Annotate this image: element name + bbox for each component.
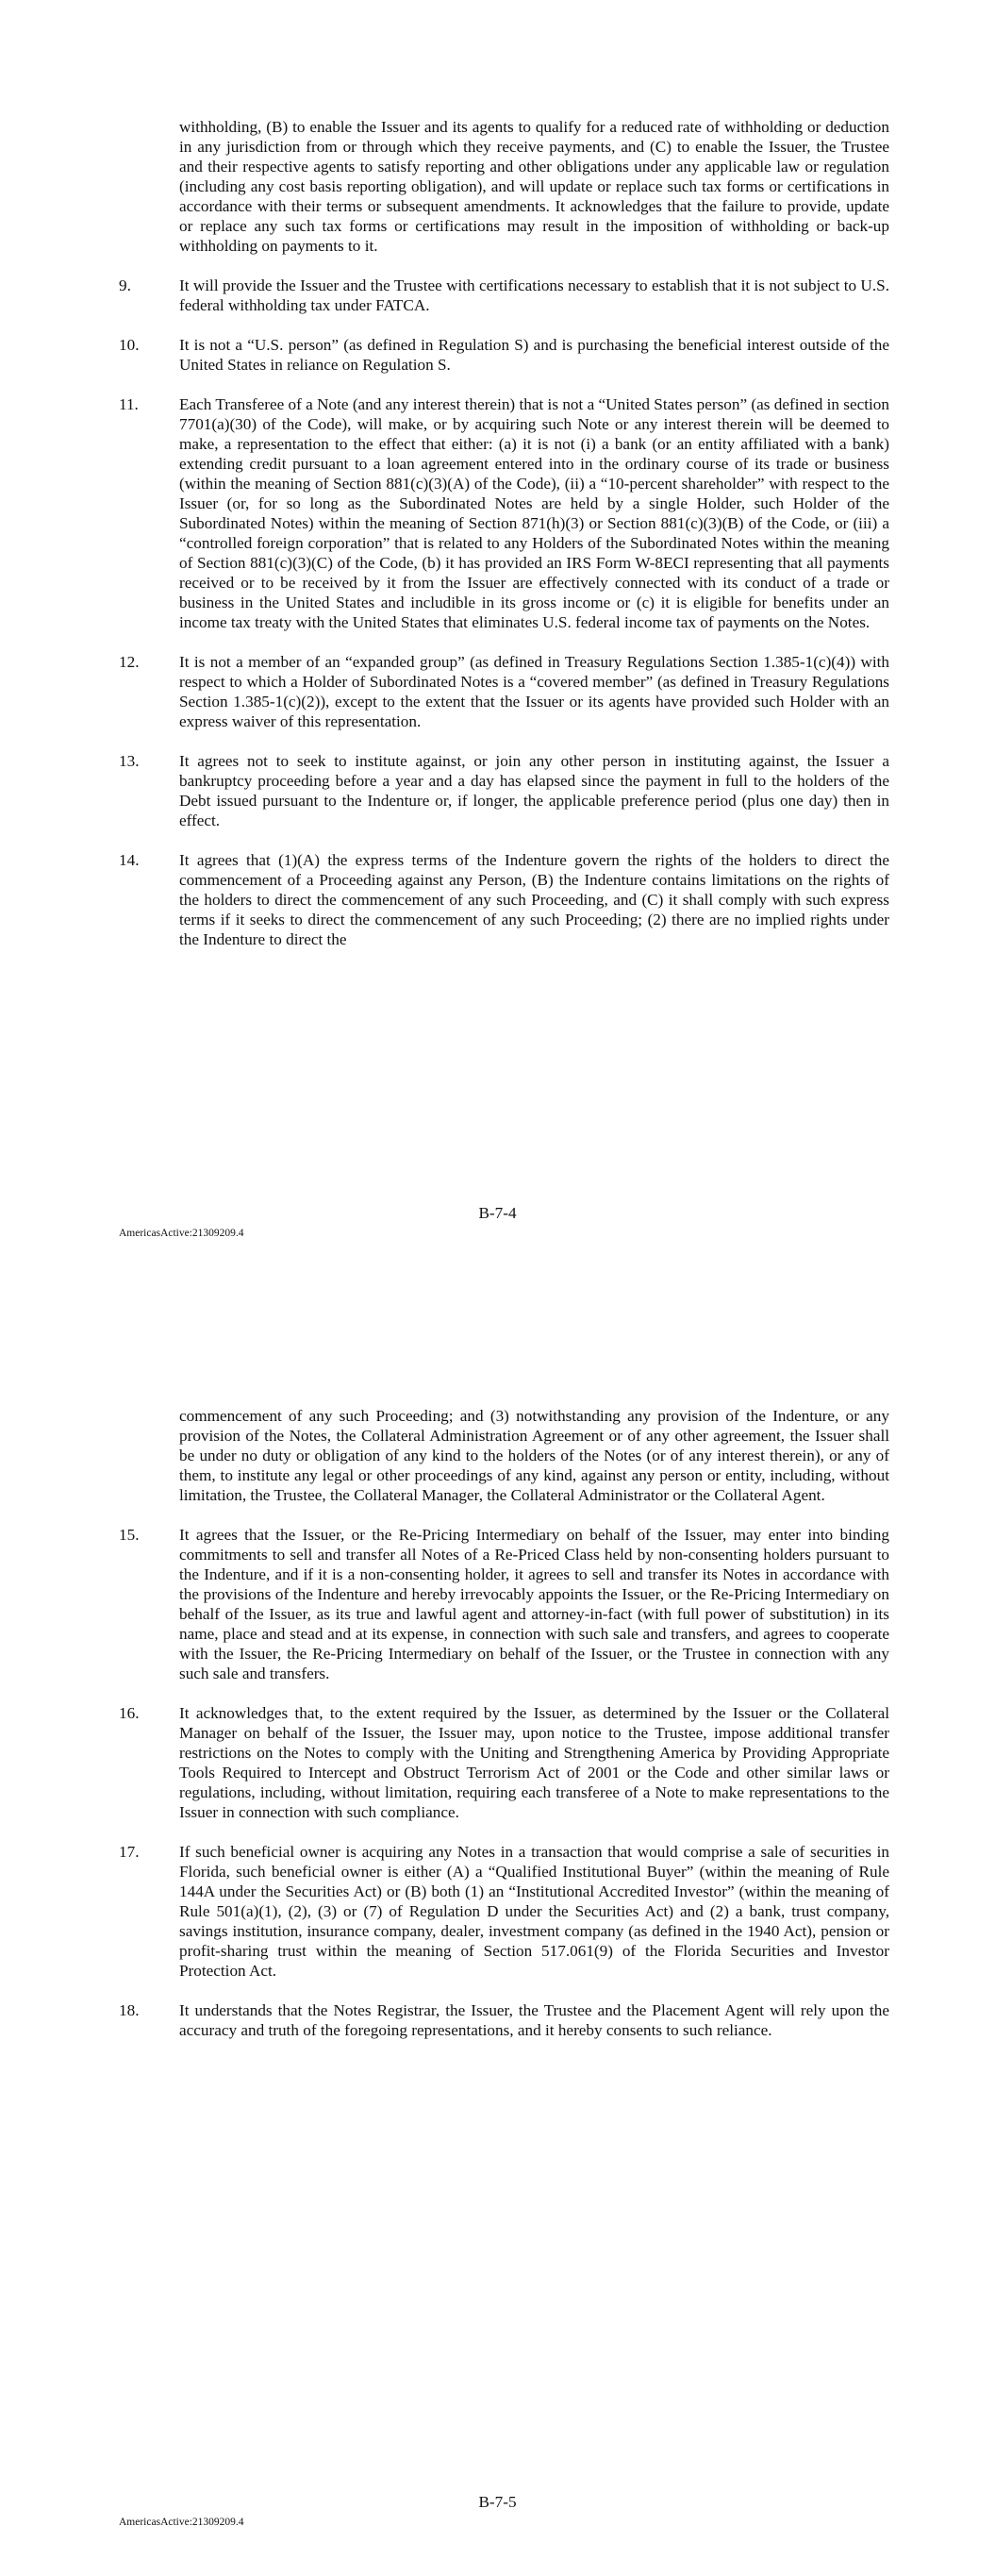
item-number: 17. [119,1843,140,1861]
page1-body [119,117,889,949]
page2-body [119,1406,889,2040]
item-text: It agrees not to seek to institute against, or join any other person in instituting against, the Issuer a bankruptcy proceeding before a year and a day has elapsed since the payment in full to the holders of the Debt issued pursuant to the Indenture or, if longer, the applicable preference period (plus one day) then in effect. [179,752,889,829]
list-item-13 [119,751,889,830]
item-text: It will provide the Issuer and the Trustee with certifications necessary to establish that it is not subject to U.S. federal withholding tax under FATCA. [179,276,889,314]
item-number: 12. [119,653,140,671]
item-text: It is not a “U.S. person” (as defined in Regulation S) and is purchasing the beneficial interest outside of the United States in reliance on Regulation S. [179,336,889,374]
item-number: 13. [119,752,140,770]
item-number: 16. [119,1704,140,1722]
item-number: 9. [119,276,131,294]
list-item-9 [119,276,889,315]
list-item-11 [119,394,889,632]
item-text: It agrees that the Issuer, or the Re-Pricing Intermediary on behalf of the Issuer, may enter into binding commitments to sell and transfer all Notes of a Re-Priced Class held by non-consenting holders pursuant to the Indenture, and if it is a non-consenting holder, it agrees to sell and transfer its Notes in accordance with the provisions of the Indenture and hereby irrevocably appoints the Issuer, or the Re-Pricing Intermediary on behalf of the Issuer, as its true and lawful agent and attorney-in-fact (with full power of substitution) in its name, place and stead and at its expense, in connection with such sale and transfers, and agrees to cooperate with the Issuer, the Re-Pricing Intermediary on behalf of the Issuer, or the Trustee in connection with any such sale and transfers. [179,1526,889,1682]
continuation-paragraph: commencement of any such Proceeding; and (3) notwithstanding any provision of the Indenture, or any provision of the Notes, the Collateral Administration Agreement or of any other agreement, the Issuer shall be under no duty or obligation of any kind to the holders of the Notes (or of any interest therein), or any of them, to institute any legal or other proceedings of any kind, against any person or entity, including, without limitation, the Trustee, the Collateral Manager, the Collateral Administrator or the Collateral Agent. [179,1407,889,1504]
item-text: It agrees that (1)(A) the express terms of the Indenture govern the rights of the holders to direct the commencement of a Proceeding against any Person, (B) the Indenture contains limitations on the rights of the holders to direct the commencement of any such Proceeding, and (C) it shall comply with such express terms if it seeks to direct the commencement of any such Proceeding; (2) there are no implied rights under the Indenture to direct the [179,851,889,948]
document-id: AmericasActive:21309209.4 [119,1228,244,1239]
document-id: AmericasActive:21309209.4 [119,2517,244,2528]
document-page-2 [0,1288,995,2576]
list-item-17 [119,1842,889,1981]
item-number: 14. [119,851,140,869]
list-item-15 [119,1525,889,1683]
item-text: It is not a member of an “expanded group” (as defined in Treasury Regulations Section 1.385-1(c)(4)) with respect to which a Holder of Subordinated Notes is a “covered member” (as defined in Treasury Regulations Section 1.385-1(c)(2)), except to the extent that the Issuer or its agents have provided such Holder with an express waiver of this representation. [179,653,889,730]
item-number: 10. [119,336,140,354]
item-text: It understands that the Notes Registrar, the Issuer, the Trustee and the Placement Agent will rely upon the accuracy and truth of the foregoing representations, and it hereby consents to such reliance. [179,2001,889,2039]
page-number: B-7-5 [478,2493,517,2511]
list-item-16 [119,1703,889,1822]
list-item-10 [119,335,889,375]
item-text: It acknowledges that, to the extent required by the Issuer, as determined by the Issuer or the Collateral Manager on behalf of the Issuer, the Issuer may, upon notice to the Trustee, impose additional transfer restrictions on the Notes to comply with the Uniting and Strengthening America by Providing Appropriate Tools Required to Intercept and Obstruct Terrorism Act of 2001 or the Code and other similar laws or regulations, including, without limitation, requiring each transferee of a Note to make representations to the Issuer in connection with such compliance. [179,1704,889,1821]
list-item-18 [119,2000,889,2040]
item-number: 15. [119,1526,140,1544]
list-item-14 [119,850,889,949]
item-number: 11. [119,395,139,413]
item-text: Each Transferee of a Note (and any interest therein) that is not a “United States person” (as defined in section 7701(a)(30) of the Code), will make, or by acquiring such Note or any interest therein will be deemed to make, a representation to the effect that either: (a) it is not (i) a bank (or an entity affiliated with a bank) extending credit pursuant to a loan agreement entered into in the ordinary course of its trade or business (within the meaning of Section 881(c)(3)(A) of the Code), (ii) a “10-percent shareholder” with respect to the Issuer (or, for so long as the Subordinated Notes are held by a single Holder, such Holder of the Subordinated Notes) within the meaning of Section 871(h)(3) or Section 881(c)(3)(B) of the Code, or (iii) a “controlled foreign corporation” that is related to any Holders of the Subordinated Notes within the meaning of Section 881(c)(3)(C) of the Code, (b) it has provided an IRS Form W-8ECI representing that all payments received or to be received by it from the Issuer are effectively connected with its conduct of a trade or business in the United States and includible in its gross income or (c) it is eligible for benefits under an income tax treaty with the United States that eliminates U.S. federal income tax of payments on the Notes. [179,395,889,631]
continuation-paragraph: withholding, (B) to enable the Issuer and its agents to qualify for a reduced rate of withholding or deduction in any jurisdiction from or through which they receive payments, and (C) to enable the Issuer, the Trustee and their respective agents to satisfy reporting and other obligations under any applicable law or regulation (including any cost basis reporting obligation), and will update or replace such tax forms or certifications in accordance with their terms or subsequent amendments. It acknowledges that the failure to provide, update or replace any such tax forms or certifications may result in the imposition of withholding or back-up withholding on payments to it. [179,118,889,255]
item-number: 18. [119,2001,140,2019]
page-number: B-7-4 [478,1204,517,1222]
list-item-12 [119,652,889,731]
item-text: If such beneficial owner is acquiring any Notes in a transaction that would comprise a sale of securities in Florida, such beneficial owner is either (A) a “Qualified Institutional Buyer” (within the meaning of Rule 144A under the Securities Act) or (B) both (1) an “Institutional Accredited Investor” (within the meaning of Rule 501(a)(1), (2), (3) or (7) of Regulation D under the Securities Act) and (2) a bank, trust company, savings institution, insurance company, dealer, investment company (as defined in the 1940 Act), pension or profit-sharing trust within the meaning of Section 517.061(9) of the Florida Securities and Investor Protection Act. [179,1843,889,1980]
